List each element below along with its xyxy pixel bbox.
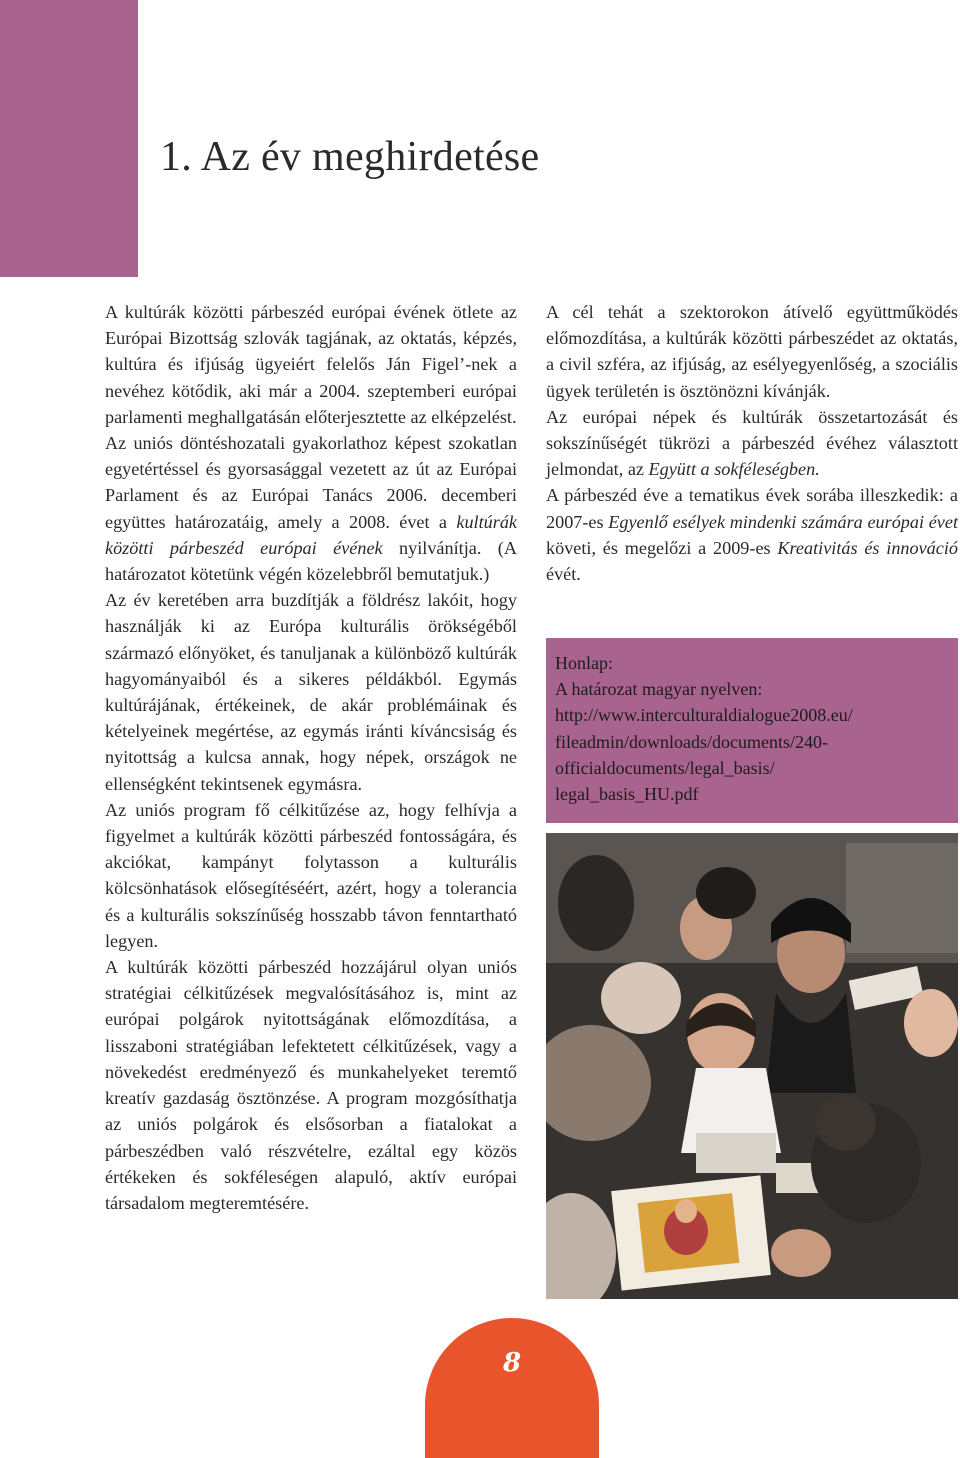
infobox-url-line[interactable]: http://www.interculturaldialogue2008.eu/ xyxy=(555,705,853,726)
right-column xyxy=(546,299,958,587)
left-column xyxy=(105,299,517,1216)
motto-text: Együtt a sokféleségben. xyxy=(648,459,820,480)
emphasis-text: kultúrák közötti párbeszéd európai évének xyxy=(105,511,517,558)
chapter-color-tab xyxy=(0,0,138,277)
website-info-box xyxy=(546,638,958,823)
infobox-label: A határozat magyar nyelven: xyxy=(555,679,763,700)
emphasis-text: Kreativitás és innováció xyxy=(777,537,958,558)
emphasis-text: Egyenlő esélyek mindenki számára európai évet xyxy=(608,511,958,532)
paragraph: Az uniós döntéshozatali gyakorlathoz képest szokatlan egyetértéssel és gyorsasággal vezetett az út az Európai Parlament és az Európai Tanács 2006. decemberi együttes határozatáig, amely a 2008. évet a kultúrák közötti párbeszéd európai évének nyilvánítja. (A határozatot kötetünk végén közelebbről bemutatjuk.) xyxy=(105,433,517,585)
page-title: 1. Az év meghirdetése xyxy=(160,134,540,180)
infobox-url-line[interactable]: officialdocuments/legal_basis/ xyxy=(555,757,775,778)
paragraph: Az uniós program fő célkitűzése az, hogy felhívja a figyelmet a kultúrák közötti párbeszéd fontosságára, és akciókat, kampányt folytasson a kulturális kölcsönhatások elősegítéséért, azért, hogy a tolerancia és a kulturális sokszínűség hosszabb távon fenntartható legyen. xyxy=(105,799,517,951)
page-number: 8 xyxy=(502,1348,522,1378)
paragraph: A kultúrák közötti párbeszéd európai évének ötlete az Európai Bizottság szlovák tagjának, az oktatás, képzés, kultúra és ifjúság ügyeiért felelős Ján Figel’-nek a nevéhez kötődik, aki már a 2004. szeptemberi európai parlamenti meghallgatásán előterjesztette az elképzelést. xyxy=(105,302,517,427)
paragraph: A kultúrák közötti párbeszéd hozzájárul olyan uniós stratégiai célkitűzések megvalósításához is, mint az európai polgárok nyitottságának előmozdítása, a lisszaboni stratégiában lefektetett célkitűzések, vagy a növekedést eredményező és munkahelyeket teremtő kreatív gazdaság ösztönzése. A program mozgósíthatja az uniós polgárok és elsősorban a fiatalokat a párbeszédben való részvételre, ezáltal egy közös értékeken és sokféleségen alapuló, aktív európai társadalom megteremtésére. xyxy=(105,957,517,1213)
page-number-badge xyxy=(425,1318,599,1458)
paragraph: A cél tehát a szektorokon átívelő együttműködés előmozdítása, a kultúrák közötti párbeszédet az oktatás, a civil szféra, az ifjúság, az esélyegyenlőség, a szociális ügyek területén is ösztönözni kívánják. xyxy=(546,302,958,401)
infobox-heading: Honlap: xyxy=(555,653,613,673)
paragraph: Az év keretében arra buzdítják a földrész lakóit, hogy használják ki az Európa kulturális örökségéből származó előnyöket, és tanuljanak a különböző kultúrák hagyományaiból és a sikeres példákból. Egymás kultúrájának, értékeinek, de akár problémáinak és kételyeinek megértése, az egymás iránti kíváncsiság és nyitottság a kulcsa annak, hogy népek, országok ne ellenségként tekintsenek egymásra. xyxy=(105,590,517,794)
group-photo xyxy=(546,833,958,1299)
infobox-url-line[interactable]: legal_basis_HU.pdf xyxy=(555,784,699,805)
paragraph: A párbeszéd éve a tematikus évek sorába illeszkedik: a 2007-es Egyenlő esélyek mindenki számára európai évet követi, és megelőzi a 2009-es Kreativitás és innováció évét. xyxy=(546,485,958,585)
paragraph: Az európai népek és kultúrák összetartozását és sokszínűségét tükrözi a párbeszéd évéhez választott jelmondat, az Együtt a sokféleségben. xyxy=(546,406,958,480)
infobox-url-line[interactable]: fileadmin/downloads/documents/240- xyxy=(555,731,828,752)
photo-illustration xyxy=(546,833,958,1299)
